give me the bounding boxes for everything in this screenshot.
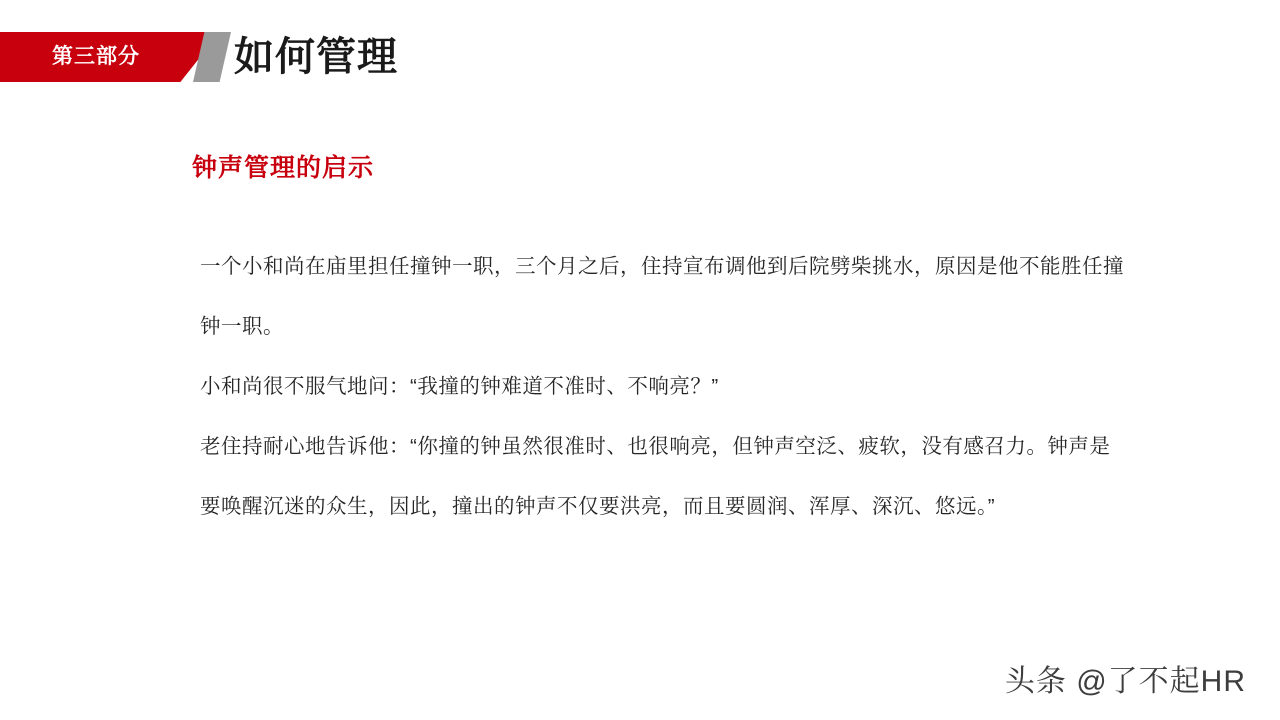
section-badge-label: 第三部分 [52,45,140,68]
page-title: 如何管理 [234,35,398,79]
body-paragraph: 小和尚很不服气地问：“我撞的钟难道不准时、不响亮？” [200,375,719,398]
body-paragraph: 一个小和尚在庙里担任撞钟一职，三个月之后，住持宣布调他到后院劈柴挑水，原因是他不能胜任撞钟一职。 [200,255,1124,338]
body-paragraph: 老住持耐心地告诉他：“你撞的钟虽然很准时、也很响亮，但钟声空泛、疲软，没有感召力。钟声是要唤醒沉迷的众生，因此，撞出的钟声不仅要洪亮，而且要圆润、浑厚、深沉、悠远。” [200,435,1111,518]
body-text-block [200,237,1130,537]
slide-header [0,32,1280,88]
section-heading: 钟声管理的启示 [192,154,375,182]
watermark-text: 头条 @了不起HR [1004,665,1246,698]
